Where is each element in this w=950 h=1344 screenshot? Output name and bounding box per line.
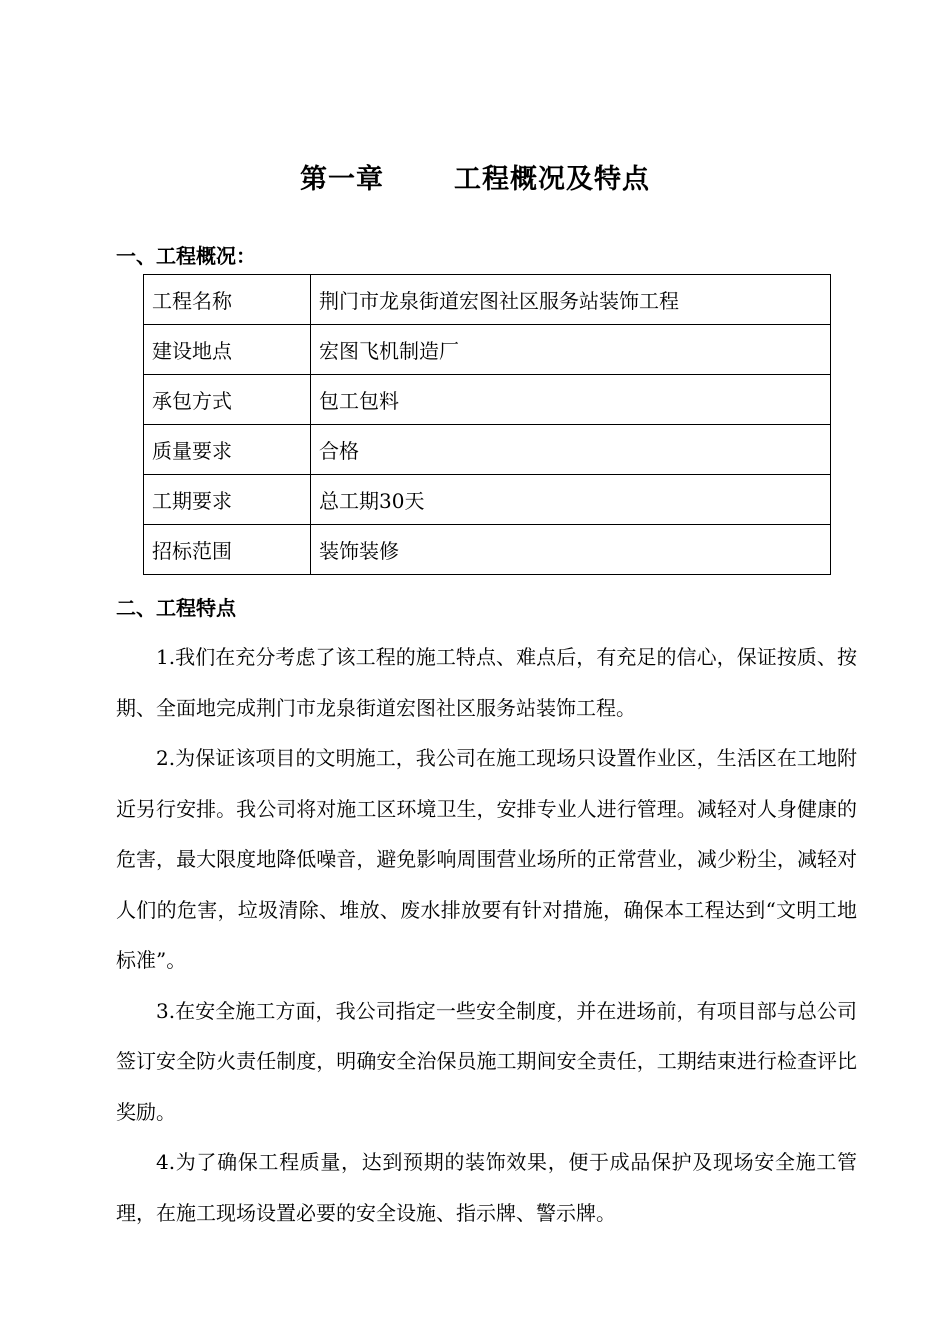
row-label: 招标范围 (144, 525, 311, 575)
row-label: 质量要求 (144, 425, 311, 475)
chapter-name: 工程概况及特点 (454, 164, 650, 195)
table-row (144, 375, 831, 425)
table-row (144, 525, 831, 575)
table-row (144, 275, 831, 325)
row-label: 工程名称 (144, 275, 311, 325)
features-body (116, 632, 857, 1238)
section-heading-features: 二、工程特点 (116, 596, 236, 620)
row-value: 装饰装修 (311, 525, 831, 575)
row-value: 包工包料 (311, 375, 831, 425)
paragraph: 3.在安全施工方面，我公司指定一些安全制度，并在进场前，有项目部与总公司签订安全防火责任制度，明确安全治保员施工期间安全责任，工期结束进行检查评比奖励。 (116, 998, 857, 1124)
row-value: 荆门市龙泉街道宏图社区服务站装饰工程 (311, 275, 831, 325)
paragraph: 1.我们在充分考虑了该工程的施工特点、难点后，有充足的信心，保证按质、按期、全面地完成荆门市龙泉街道宏图社区服务站装饰工程。 (116, 645, 857, 720)
row-label: 建设地点 (144, 325, 311, 375)
paragraph: 4.为了确保工程质量，达到预期的装饰效果，便于成品保护及现场安全施工管理，在施工现场设置必要的安全设施、指示牌、警示牌。 (116, 1150, 857, 1225)
project-overview-table (143, 274, 831, 575)
row-value: 合格 (311, 425, 831, 475)
row-label: 承包方式 (144, 375, 311, 425)
table-row (144, 325, 831, 375)
row-value: 总工期30天 (311, 475, 831, 525)
chapter-number: 第一章 (300, 164, 384, 195)
table-row (144, 425, 831, 475)
paragraph: 2.为保证该项目的文明施工，我公司在施工现场只设置作业区，生活区在工地附近另行安排。我公司将对施工区环境卫生，安排专业人进行管理。减轻对人身健康的危害，最大限度地降低噪音，避免影响周围营业场所的正常营业，减少粉尘，减轻对人们的危害，垃圾清除、堆放、废水排放要有针对措施，确保本工程达到“文明工地标准”。 (116, 746, 857, 972)
row-value: 宏图飞机制造厂 (311, 325, 831, 375)
row-label: 工期要求 (144, 475, 311, 525)
section-heading-overview: 一、工程概况： (116, 244, 256, 268)
table-row (144, 475, 831, 525)
chapter-title (0, 157, 950, 196)
